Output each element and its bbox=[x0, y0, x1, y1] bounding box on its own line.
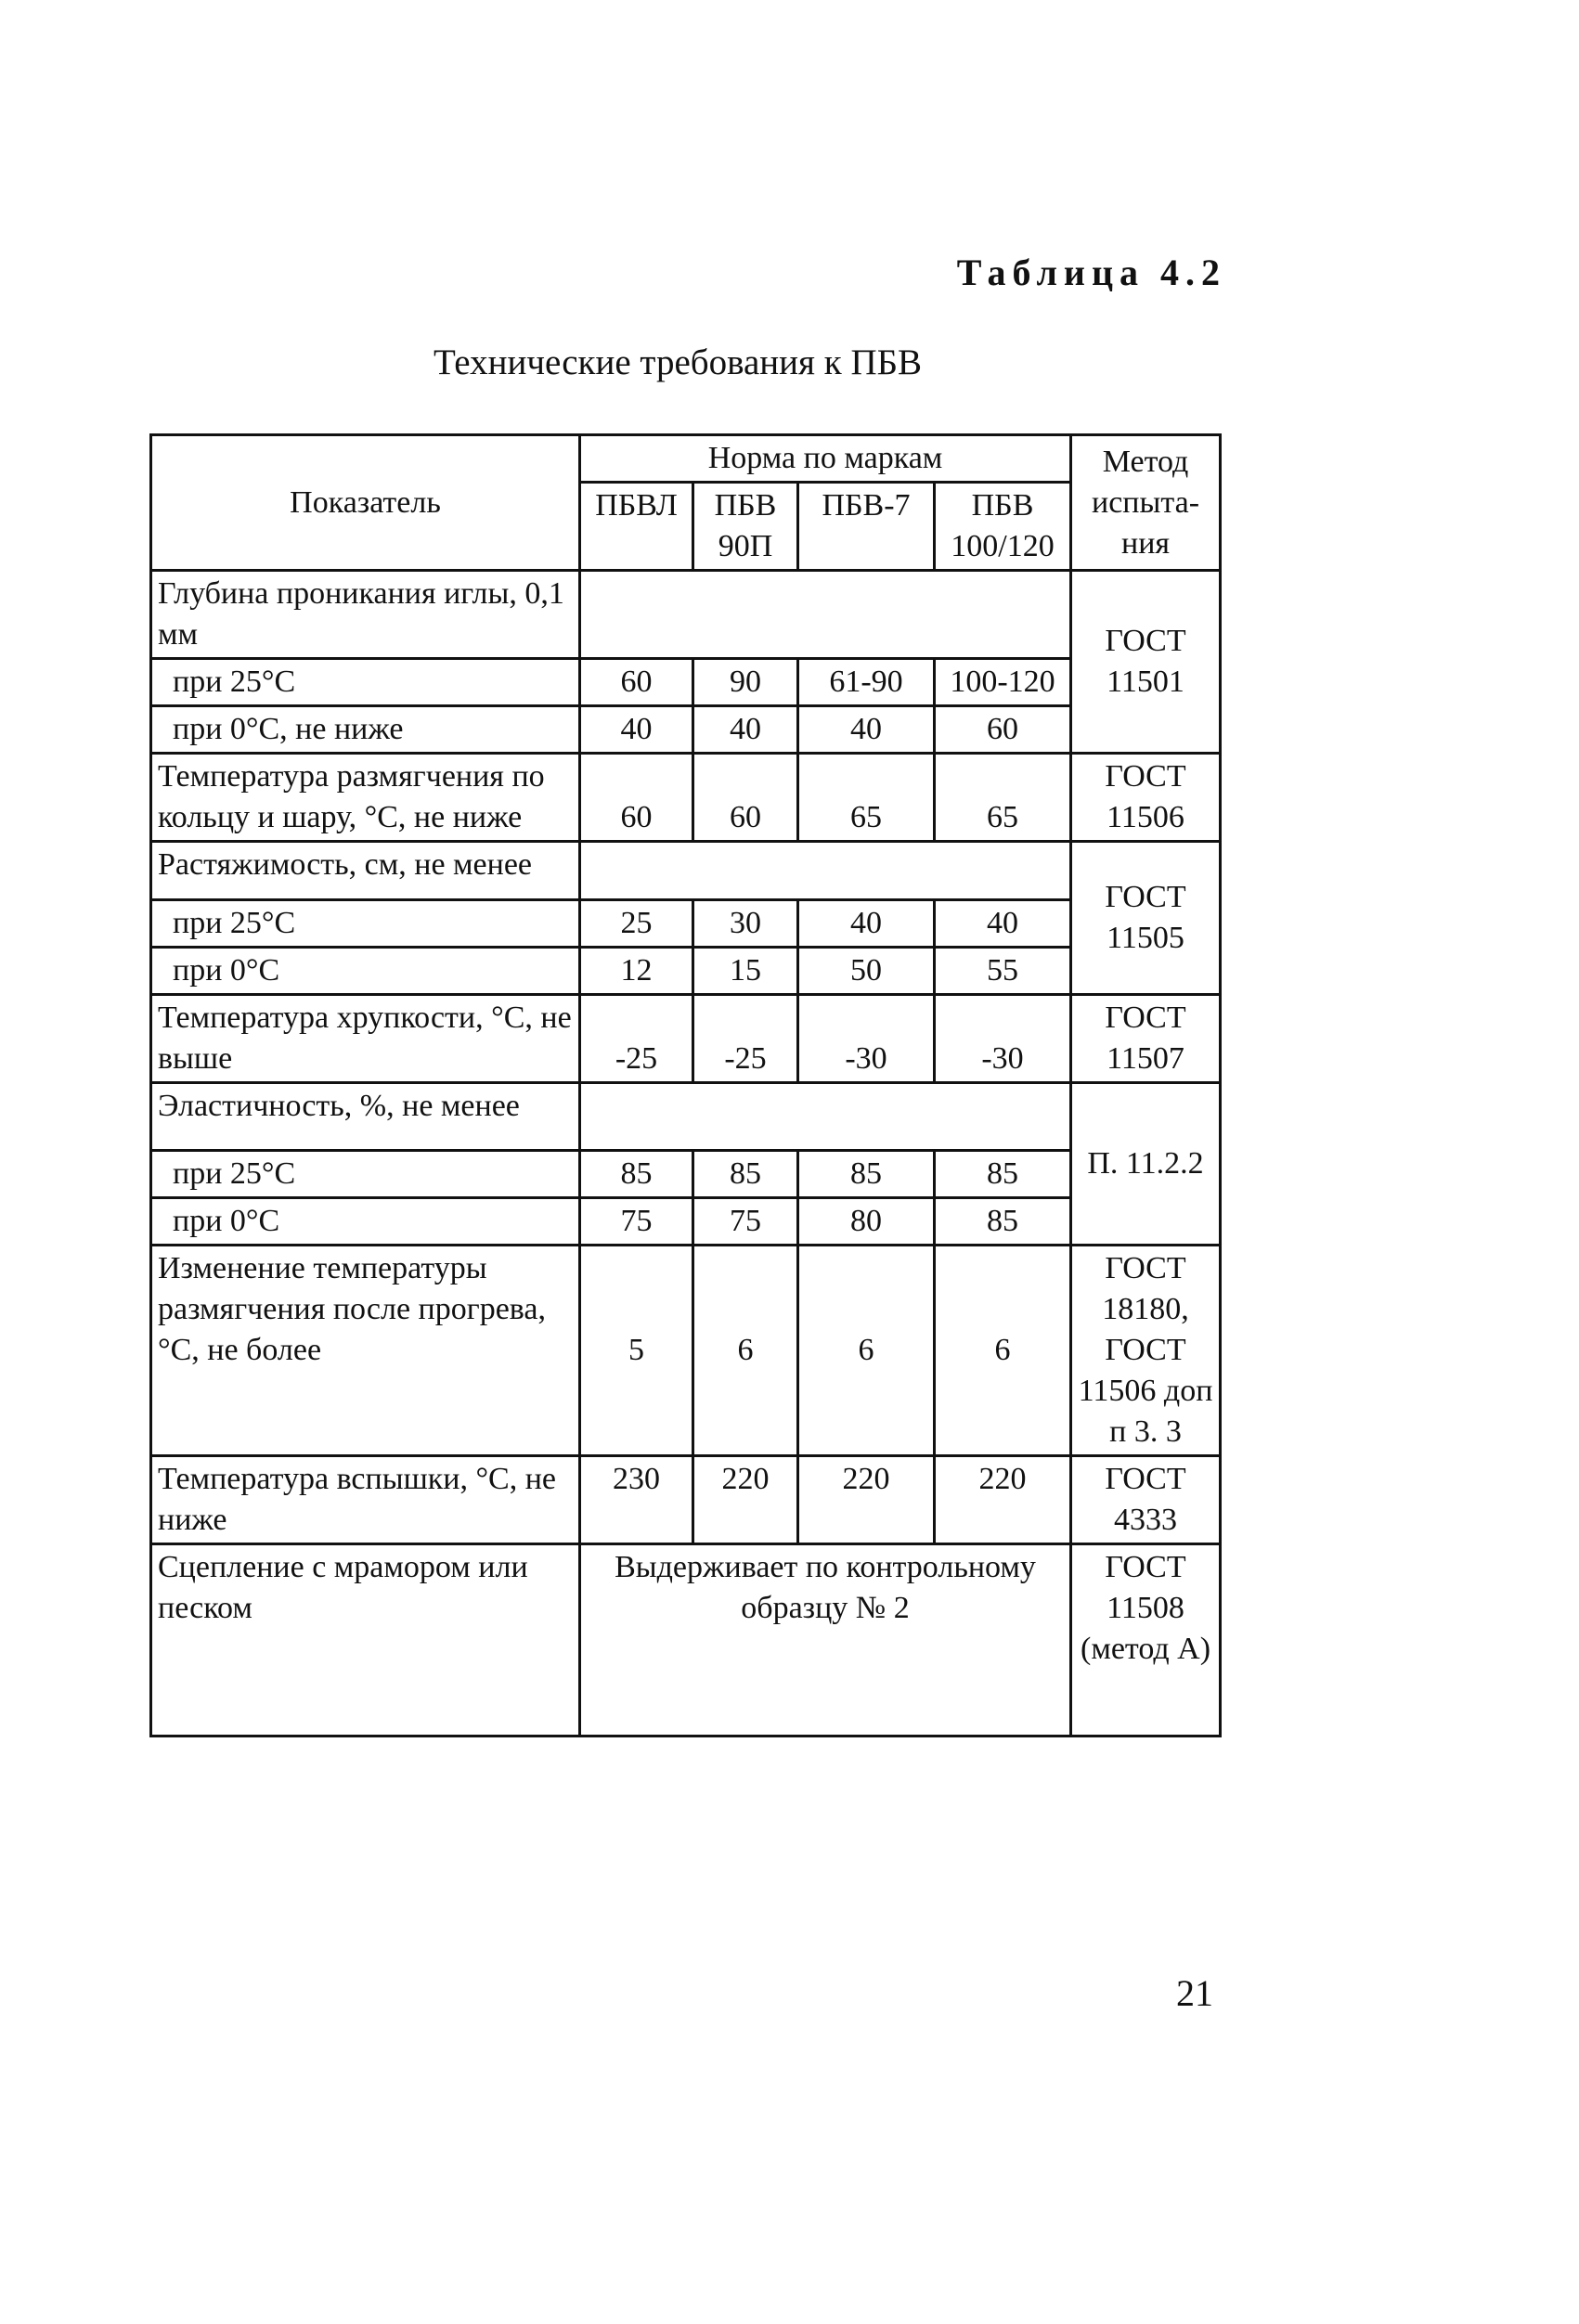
table-row bbox=[151, 1246, 1221, 1456]
row-sublabel: при 25°С bbox=[151, 1151, 580, 1198]
value-cell: 80 bbox=[798, 1198, 935, 1246]
value-cell: 230 bbox=[580, 1456, 693, 1544]
row-label: Глубина проникания иглы, 0,1 мм bbox=[151, 571, 580, 659]
value-cell: 5 bbox=[580, 1246, 693, 1456]
value-cell: 85 bbox=[798, 1151, 935, 1198]
requirements-table bbox=[149, 433, 1222, 1737]
table-row bbox=[151, 706, 1221, 754]
value-cell: -25 bbox=[580, 995, 693, 1083]
table-number: Таблица 4.2 bbox=[956, 252, 1226, 293]
value-cell: 30 bbox=[693, 900, 798, 948]
value-cell: 60 bbox=[580, 659, 693, 706]
row-label: Растяжимость, см, не менее bbox=[151, 842, 580, 900]
table-row bbox=[151, 1544, 1221, 1737]
value-cell: 40 bbox=[798, 706, 935, 754]
row-sublabel: при 0°С, не ниже bbox=[151, 706, 580, 754]
value-cell: Выдерживает по контрольному образцу № 2 bbox=[580, 1544, 1071, 1737]
header-grade: ПБВ-7 bbox=[798, 483, 935, 571]
value-cell: 100-120 bbox=[935, 659, 1071, 706]
row-label: Температура хрупкости, °С, не выше bbox=[151, 995, 580, 1083]
value-cell: 220 bbox=[693, 1456, 798, 1544]
value-cell: 85 bbox=[580, 1151, 693, 1198]
method-cell: П. 11.2.2 bbox=[1071, 1083, 1221, 1246]
table-row bbox=[151, 1083, 1221, 1151]
value-cell: 65 bbox=[798, 754, 935, 842]
value-cell: 85 bbox=[935, 1151, 1071, 1198]
method-cell: ГОСТ 4333 bbox=[1071, 1456, 1221, 1544]
header-grade: ПБВ 90П bbox=[693, 483, 798, 571]
header-norm-group: Норма по маркам bbox=[580, 435, 1071, 483]
method-cell: ГОСТ 11505 bbox=[1071, 842, 1221, 995]
value-cell: 65 bbox=[935, 754, 1071, 842]
value-cell: 60 bbox=[935, 706, 1071, 754]
value-cell: 50 bbox=[798, 948, 935, 995]
value-cell: 61-90 bbox=[798, 659, 935, 706]
method-cell: ГОСТ 11507 bbox=[1071, 995, 1221, 1083]
table-row bbox=[151, 842, 1221, 900]
row-label: Изменение температуры размягчения после прогрева, °С, не более bbox=[151, 1246, 580, 1456]
table-row bbox=[151, 571, 1221, 659]
row-label: Сцепление с мрамором или песком bbox=[151, 1544, 580, 1737]
table-title: Технические требования к ПБВ bbox=[433, 342, 923, 382]
empty-cell bbox=[580, 842, 1071, 900]
table-row bbox=[151, 754, 1221, 842]
empty-cell bbox=[580, 571, 1071, 659]
row-sublabel: при 25°С bbox=[151, 659, 580, 706]
row-sublabel: при 0°С bbox=[151, 948, 580, 995]
value-cell: 40 bbox=[693, 706, 798, 754]
method-cell: ГОСТ 11506 bbox=[1071, 754, 1221, 842]
table-row bbox=[151, 1151, 1221, 1198]
value-cell: -30 bbox=[935, 995, 1071, 1083]
value-cell: 85 bbox=[935, 1198, 1071, 1246]
value-cell: 220 bbox=[798, 1456, 935, 1544]
row-label: Эластичность, %, не менее bbox=[151, 1083, 580, 1151]
value-cell: 6 bbox=[693, 1246, 798, 1456]
empty-cell bbox=[580, 1083, 1071, 1151]
value-cell: 85 bbox=[693, 1151, 798, 1198]
header-indicator: Показатель bbox=[151, 435, 580, 571]
table-row bbox=[151, 948, 1221, 995]
value-cell: 25 bbox=[580, 900, 693, 948]
row-label: Температура размягчения по кольцу и шару, °С, не ниже bbox=[151, 754, 580, 842]
table-row bbox=[151, 995, 1221, 1083]
header-method: Метод испыта-ния bbox=[1071, 435, 1221, 571]
header-grade: ПБВ 100/120 bbox=[935, 483, 1071, 571]
method-cell: ГОСТ 18180, ГОСТ 11506 доп п 3. 3 bbox=[1071, 1246, 1221, 1456]
value-cell: 40 bbox=[580, 706, 693, 754]
value-cell: 15 bbox=[693, 948, 798, 995]
row-sublabel: при 25°С bbox=[151, 900, 580, 948]
value-cell: 40 bbox=[935, 900, 1071, 948]
value-cell: 60 bbox=[580, 754, 693, 842]
value-cell: -30 bbox=[798, 995, 935, 1083]
table-row bbox=[151, 900, 1221, 948]
value-cell: -25 bbox=[693, 995, 798, 1083]
value-cell: 90 bbox=[693, 659, 798, 706]
value-cell: 75 bbox=[580, 1198, 693, 1246]
header-grade: ПБВЛ bbox=[580, 483, 693, 571]
value-cell: 6 bbox=[935, 1246, 1071, 1456]
value-cell: 6 bbox=[798, 1246, 935, 1456]
value-cell: 75 bbox=[693, 1198, 798, 1246]
row-label: Температура вспышки, °С, не ниже bbox=[151, 1456, 580, 1544]
method-cell: ГОСТ 11501 bbox=[1071, 571, 1221, 754]
value-cell: 60 bbox=[693, 754, 798, 842]
value-cell: 220 bbox=[935, 1456, 1071, 1544]
table-row bbox=[151, 1198, 1221, 1246]
table-row bbox=[151, 1456, 1221, 1544]
header-row bbox=[151, 435, 1221, 483]
page-number: 21 bbox=[1176, 1972, 1213, 2014]
method-cell: ГОСТ 11508 (метод А) bbox=[1071, 1544, 1221, 1737]
value-cell: 55 bbox=[935, 948, 1071, 995]
row-sublabel: при 0°С bbox=[151, 1198, 580, 1246]
table-row bbox=[151, 659, 1221, 706]
value-cell: 12 bbox=[580, 948, 693, 995]
value-cell: 40 bbox=[798, 900, 935, 948]
